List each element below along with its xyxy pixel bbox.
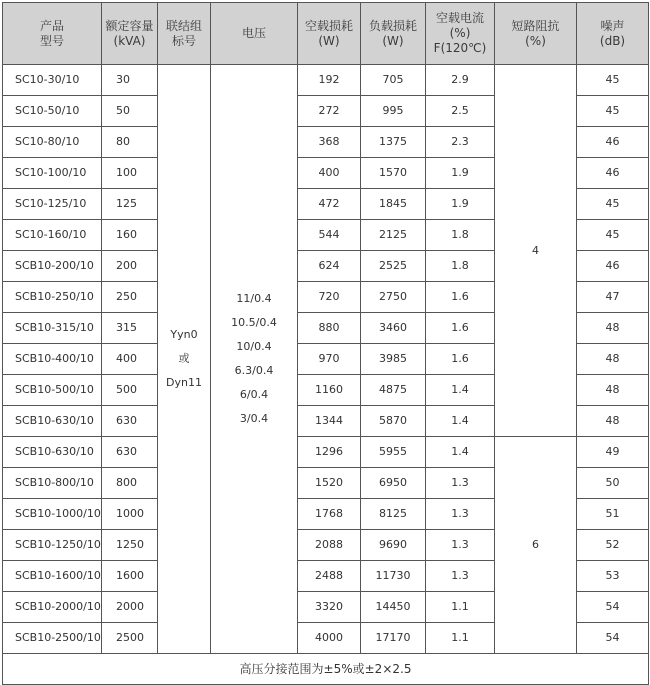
cell-model: SC10-160/10 bbox=[3, 220, 102, 251]
header-model: 产品 型号 bbox=[3, 3, 102, 65]
cell-model: SCB10-2500/10 bbox=[3, 623, 102, 654]
voltage-line: 11/0.4 bbox=[236, 292, 272, 305]
cell-noload-current: 2.3 bbox=[426, 127, 495, 158]
connection-group-line: Dyn11 bbox=[166, 376, 202, 389]
cell-load-loss: 3460 bbox=[361, 313, 426, 344]
cell-noise: 53 bbox=[577, 561, 649, 592]
cell-model: SCB10-250/10 bbox=[3, 282, 102, 313]
cell-capacity: 100 bbox=[102, 158, 158, 189]
cell-load-loss: 14450 bbox=[361, 592, 426, 623]
cell-noload-loss: 4000 bbox=[298, 623, 361, 654]
cell-model: SCB10-800/10 bbox=[3, 468, 102, 499]
cell-noload-loss: 368 bbox=[298, 127, 361, 158]
cell-noise: 46 bbox=[577, 158, 649, 189]
cell-noload-current: 1.1 bbox=[426, 623, 495, 654]
cell-capacity: 800 bbox=[102, 468, 158, 499]
header-impedance: 短路阻抗 (%) bbox=[495, 3, 577, 65]
cell-model: SC10-100/10 bbox=[3, 158, 102, 189]
cell-model: SCB10-200/10 bbox=[3, 251, 102, 282]
cell-noload-loss: 1344 bbox=[298, 406, 361, 437]
header-voltage: 电压 bbox=[211, 3, 298, 65]
cell-capacity: 500 bbox=[102, 375, 158, 406]
cell-noise: 49 bbox=[577, 437, 649, 468]
cell-noload-loss: 400 bbox=[298, 158, 361, 189]
header-row bbox=[3, 3, 649, 65]
cell-capacity: 2000 bbox=[102, 592, 158, 623]
cell-noload-current: 1.3 bbox=[426, 561, 495, 592]
cell-noise: 54 bbox=[577, 623, 649, 654]
cell-capacity: 630 bbox=[102, 406, 158, 437]
cell-noload-loss: 1768 bbox=[298, 499, 361, 530]
cell-noise: 45 bbox=[577, 220, 649, 251]
voltage-line: 10/0.4 bbox=[236, 340, 272, 353]
cell-load-loss: 6950 bbox=[361, 468, 426, 499]
cell-capacity: 160 bbox=[102, 220, 158, 251]
cell-noload-loss: 2088 bbox=[298, 530, 361, 561]
cell-capacity: 50 bbox=[102, 96, 158, 127]
header-group: 联结组 标号 bbox=[158, 3, 211, 65]
cell-noload-current: 1.6 bbox=[426, 313, 495, 344]
cell-noload-current: 1.6 bbox=[426, 344, 495, 375]
header-noload-current: 空载电流 (%) F(120℃) bbox=[426, 3, 495, 65]
cell-capacity: 200 bbox=[102, 251, 158, 282]
cell-noload-loss: 1296 bbox=[298, 437, 361, 468]
cell-model: SCB10-630/10 bbox=[3, 406, 102, 437]
cell-model: SC10-125/10 bbox=[3, 189, 102, 220]
voltage-line: 3/0.4 bbox=[239, 412, 269, 425]
cell-load-loss: 2525 bbox=[361, 251, 426, 282]
table-row bbox=[3, 65, 649, 96]
cell-load-loss: 8125 bbox=[361, 499, 426, 530]
cell-noise: 48 bbox=[577, 344, 649, 375]
header-capacity: 额定容量 (kVA) bbox=[102, 3, 158, 65]
cell-model: SC10-50/10 bbox=[3, 96, 102, 127]
cell-noload-current: 1.3 bbox=[426, 468, 495, 499]
cell-noload-current: 1.4 bbox=[426, 406, 495, 437]
cell-capacity: 30 bbox=[102, 65, 158, 96]
cell-noise: 46 bbox=[577, 251, 649, 282]
cell-load-loss: 2125 bbox=[361, 220, 426, 251]
cell-load-loss: 1845 bbox=[361, 189, 426, 220]
cell-model: SCB10-315/10 bbox=[3, 313, 102, 344]
cell-noload-current: 1.9 bbox=[426, 189, 495, 220]
cell-noload-loss: 2488 bbox=[298, 561, 361, 592]
tap-range-note: 高压分接范围为±5%或±2×2.5 bbox=[3, 654, 649, 685]
cell-noise: 52 bbox=[577, 530, 649, 561]
cell-load-loss: 17170 bbox=[361, 623, 426, 654]
cell-load-loss: 995 bbox=[361, 96, 426, 127]
cell-noise: 45 bbox=[577, 65, 649, 96]
cell-noise: 48 bbox=[577, 406, 649, 437]
cell-model: SC10-80/10 bbox=[3, 127, 102, 158]
cell-noload-loss: 970 bbox=[298, 344, 361, 375]
cell-capacity: 315 bbox=[102, 313, 158, 344]
cell-load-loss: 5870 bbox=[361, 406, 426, 437]
cell-noload-loss: 544 bbox=[298, 220, 361, 251]
cell-voltage bbox=[211, 65, 298, 654]
cell-connection-group bbox=[158, 65, 211, 654]
cell-model: SCB10-400/10 bbox=[3, 344, 102, 375]
cell-noise: 50 bbox=[577, 468, 649, 499]
cell-capacity: 125 bbox=[102, 189, 158, 220]
cell-noload-current: 1.1 bbox=[426, 592, 495, 623]
connection-group-line: 或 bbox=[178, 352, 190, 365]
cell-model: SCB10-1600/10 bbox=[3, 561, 102, 592]
cell-capacity: 630 bbox=[102, 437, 158, 468]
cell-noload-current: 1.3 bbox=[426, 499, 495, 530]
cell-noload-loss: 1520 bbox=[298, 468, 361, 499]
cell-noise: 48 bbox=[577, 313, 649, 344]
cell-model: SCB10-1000/10 bbox=[3, 499, 102, 530]
cell-noise: 46 bbox=[577, 127, 649, 158]
cell-capacity: 400 bbox=[102, 344, 158, 375]
header-load-loss: 负载损耗 (W) bbox=[361, 3, 426, 65]
cell-load-loss: 4875 bbox=[361, 375, 426, 406]
cell-noload-current: 2.9 bbox=[426, 65, 495, 96]
cell-model: SCB10-1250/10 bbox=[3, 530, 102, 561]
cell-noload-loss: 3320 bbox=[298, 592, 361, 623]
cell-load-loss: 1570 bbox=[361, 158, 426, 189]
cell-noload-current: 1.8 bbox=[426, 220, 495, 251]
cell-capacity: 1250 bbox=[102, 530, 158, 561]
connection-group-line: Yyn0 bbox=[170, 328, 198, 341]
cell-load-loss: 705 bbox=[361, 65, 426, 96]
header-noload-loss: 空载损耗 (W) bbox=[298, 3, 361, 65]
cell-noise: 45 bbox=[577, 189, 649, 220]
cell-impedance: 4 bbox=[495, 65, 577, 437]
cell-model: SC10-30/10 bbox=[3, 65, 102, 96]
cell-capacity: 80 bbox=[102, 127, 158, 158]
cell-model: SCB10-500/10 bbox=[3, 375, 102, 406]
voltage-line: 10.5/0.4 bbox=[231, 316, 277, 329]
cell-noload-loss: 192 bbox=[298, 65, 361, 96]
cell-noload-loss: 272 bbox=[298, 96, 361, 127]
cell-capacity: 250 bbox=[102, 282, 158, 313]
cell-noise: 51 bbox=[577, 499, 649, 530]
cell-noload-current: 1.9 bbox=[426, 158, 495, 189]
cell-load-loss: 11730 bbox=[361, 561, 426, 592]
table-row bbox=[3, 437, 649, 468]
cell-noload-current: 1.4 bbox=[426, 375, 495, 406]
cell-model: SCB10-2000/10 bbox=[3, 592, 102, 623]
transformer-spec-table bbox=[2, 2, 649, 685]
cell-noise: 54 bbox=[577, 592, 649, 623]
cell-noload-current: 1.4 bbox=[426, 437, 495, 468]
cell-model: SCB10-630/10 bbox=[3, 437, 102, 468]
cell-load-loss: 3985 bbox=[361, 344, 426, 375]
cell-impedance: 6 bbox=[495, 437, 577, 654]
voltage-line: 6/0.4 bbox=[239, 388, 269, 401]
cell-noload-current: 1.6 bbox=[426, 282, 495, 313]
cell-noload-loss: 624 bbox=[298, 251, 361, 282]
cell-load-loss: 1375 bbox=[361, 127, 426, 158]
header-noise: 噪声 (dB) bbox=[577, 3, 649, 65]
cell-load-loss: 5955 bbox=[361, 437, 426, 468]
voltage-line: 6.3/0.4 bbox=[234, 364, 274, 377]
cell-noload-loss: 720 bbox=[298, 282, 361, 313]
cell-noload-current: 2.5 bbox=[426, 96, 495, 127]
cell-noload-current: 1.3 bbox=[426, 530, 495, 561]
cell-load-loss: 2750 bbox=[361, 282, 426, 313]
cell-noload-current: 1.8 bbox=[426, 251, 495, 282]
cell-load-loss: 9690 bbox=[361, 530, 426, 561]
cell-noise: 47 bbox=[577, 282, 649, 313]
cell-capacity: 1000 bbox=[102, 499, 158, 530]
cell-noload-loss: 880 bbox=[298, 313, 361, 344]
cell-noise: 45 bbox=[577, 96, 649, 127]
table-body bbox=[3, 65, 649, 654]
cell-noload-loss: 472 bbox=[298, 189, 361, 220]
cell-noload-loss: 1160 bbox=[298, 375, 361, 406]
cell-capacity: 1600 bbox=[102, 561, 158, 592]
cell-noise: 48 bbox=[577, 375, 649, 406]
cell-capacity: 2500 bbox=[102, 623, 158, 654]
footer-row bbox=[3, 654, 649, 685]
